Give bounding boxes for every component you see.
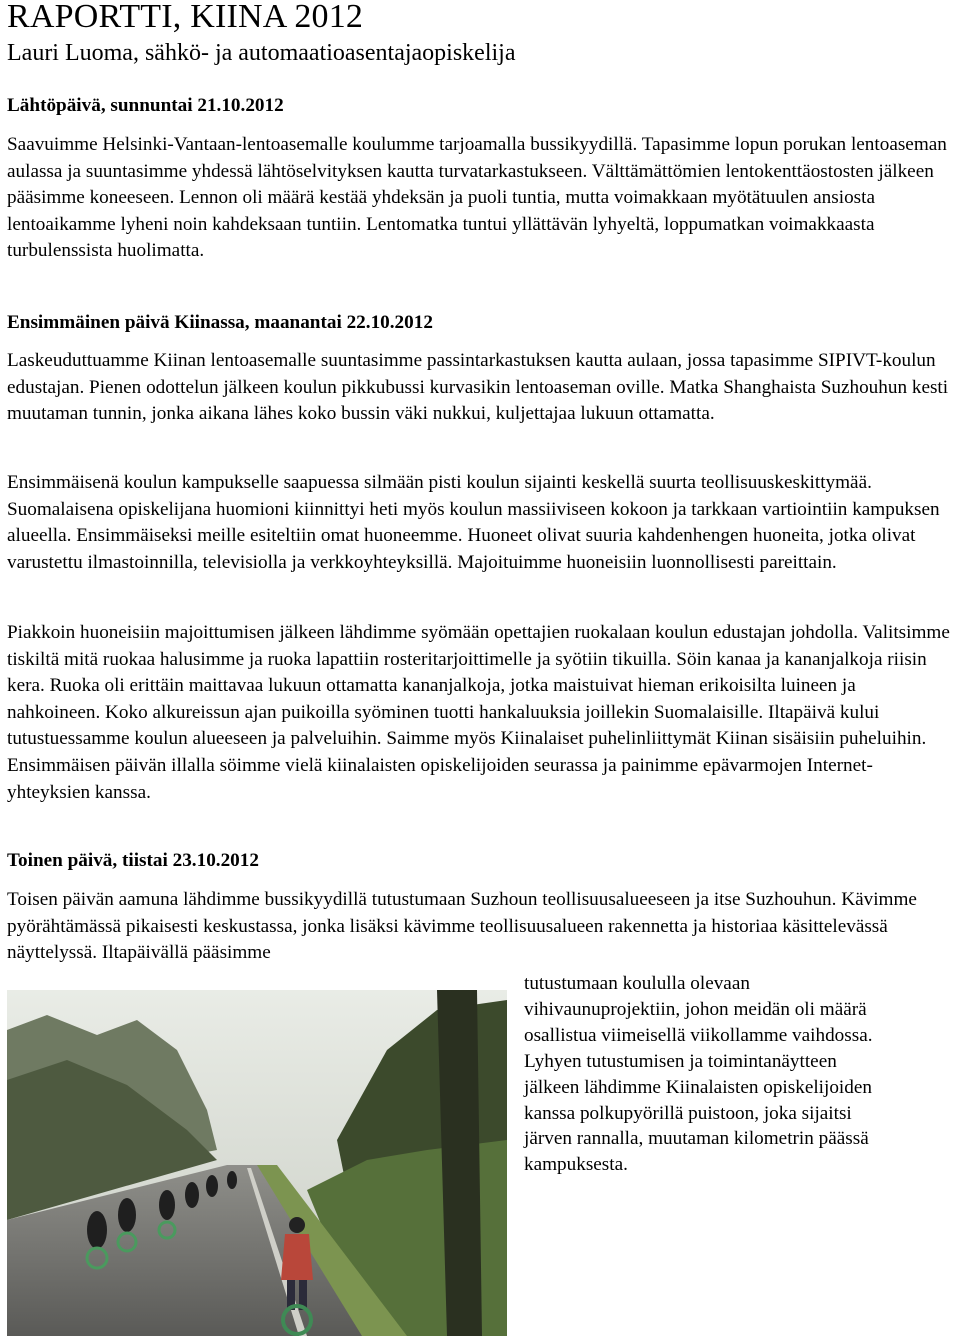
text-line: jälkeen lähdimme Kiinalaisten opiskelijoiden xyxy=(524,1076,872,1098)
section-body-first-day-2 xyxy=(7,470,953,576)
text-line: kampuksesta. xyxy=(524,1154,628,1176)
document-subtitle: Lauri Luoma, sähkö- ja automaatioasentajaopiskelija xyxy=(7,40,516,66)
section-body-second-day xyxy=(7,887,953,967)
paragraph: Ensimmäisenä koulun kampukselle saapuessa silmään pisti koulun sijainti keskellä suurta teollisuuskeskittymää. Suomalaisena opiskelijana huomioni kiinnittyi heti myös koulun massiiviseen kokoon ja tarkkaan vartiointiin kampuksen alueella. Ensimmäiseksi meille esiteltiin omat huoneemme. Huoneet olivat suuria kahdenhengen huoneita, jotka olivat varustettu ilmastoinnilla, televisiolla ja verkkoyhteyksillä. Majoituimme huoneisiin luonnollisesti pareittain. xyxy=(7,472,940,573)
section-body-first-day-1 xyxy=(7,348,953,428)
section-body-first-day-3 xyxy=(7,620,953,806)
text-line: järven rannalla, muutaman kilometrin päässä xyxy=(524,1128,869,1150)
cyclists-photo xyxy=(7,990,507,1336)
paragraph: Toisen päivän aamuna lähdimme bussikyydillä tutustumaan Suzhoun teollisuusalueeseen ja itse Suzhouhun. Kävimme pyörähtämässä pikaisesti keskustassa, jonka lisäksi kävimme teollisuusalueen rakennetta ja historiaa käsittelevässä näyttelyssä. Iltapäivällä pääsimme xyxy=(7,889,917,964)
paragraph: Laskeuduttuamme Kiinan lentoasemalle suuntasimme passintarkastuksen kautta aulaan, jossa tapasimme SIPIVT-koulun edustajan. Pienen odottelun jälkeen koulun pikkubussi kurvasikin lentoaseman oville. Matka Shanghaista Suzhouhun kesti muutaman tunnin, jonka aikana lähes koko bussin väki nukkui, kuljettajaa lukuun ottamatta. xyxy=(7,350,949,425)
document-title: RAPORTTI, KIINA 2012 xyxy=(7,0,364,35)
paragraph: Piakkoin huoneisiin majoittumisen jälkeen lähdimme syömään opettajien ruokalaan koulun edustajan johdolla. Valitsimme tiskiltä mitä ruokaa halusimme ja ruoka lapattiin rosteritarjoittimelle ja syötiin tikuilla. Söin kanaa ja kananjalkoja riisin kera. Ruoka oli erittäin maittavaa lukuun ottamatta kananjalkoja, jotka maistuivat hieman erikoisilta luineen ja nahkoineen. Koko alkureissun ajan puikoilla syöminen tuotti hankaluuksia joillekin Suomalaisille. Iltapäivä kului tutustuessamme koulun alueeseen ja palveluihin. Saimme myös Kiinalaiset puhelinliittymät Kiinan sisäisiin puheluihin. Ensimmäisen päivän illalla söimme vielä kiinalaisten opiskelijoiden seurassa ja painimme epävarmojen Internet-yhteyksien kanssa. xyxy=(7,622,950,803)
section-heading-second-day: Toinen päivä, tiistai 23.10.2012 xyxy=(7,850,259,871)
section-heading-departure: Lähtöpäivä, sunnuntai 21.10.2012 xyxy=(7,95,284,116)
text-line: kanssa polkupyörillä puistoon, joka sijaitsi xyxy=(524,1102,852,1124)
section-heading-first-day: Ensimmäinen päivä Kiinassa, maanantai 22.10.2012 xyxy=(7,312,433,333)
text-line: vihivaunuprojektiin, johon meidän oli määrä xyxy=(524,998,867,1020)
text-line: Lyhyen tutustumisen ja toimintanäytteen xyxy=(524,1050,837,1072)
section-body-departure xyxy=(7,132,953,265)
text-line: osallistua viimeisellä viikollamme vaihdossa. xyxy=(524,1024,873,1046)
text-line: tutustumaan koululla olevaan xyxy=(524,973,750,994)
wrapped-text xyxy=(524,971,954,1178)
paragraph: Saavuimme Helsinki-Vantaan-lentoasemalle koulumme tarjoamalla bussikyydillä. Tapasimme lopun porukan lentoaseman aulassa ja suuntasimme yhdessä lähtöselvityksen kautta turvatarkastukseen. Välttämättömien lentokenttäostosten jälkeen pääsimme koneeseen. Lennon oli määrä kestää yhdeksän ja puoli tuntia, mutta voimakkaan myötätuulen ansiosta lentoaikamme lyheni noin kahdeksaan tuntiin. Lentomatka tuntui yllättävän lyhyeltä, loppumatkan voimakkaasta turbulenssista huolimatta. xyxy=(7,134,947,262)
